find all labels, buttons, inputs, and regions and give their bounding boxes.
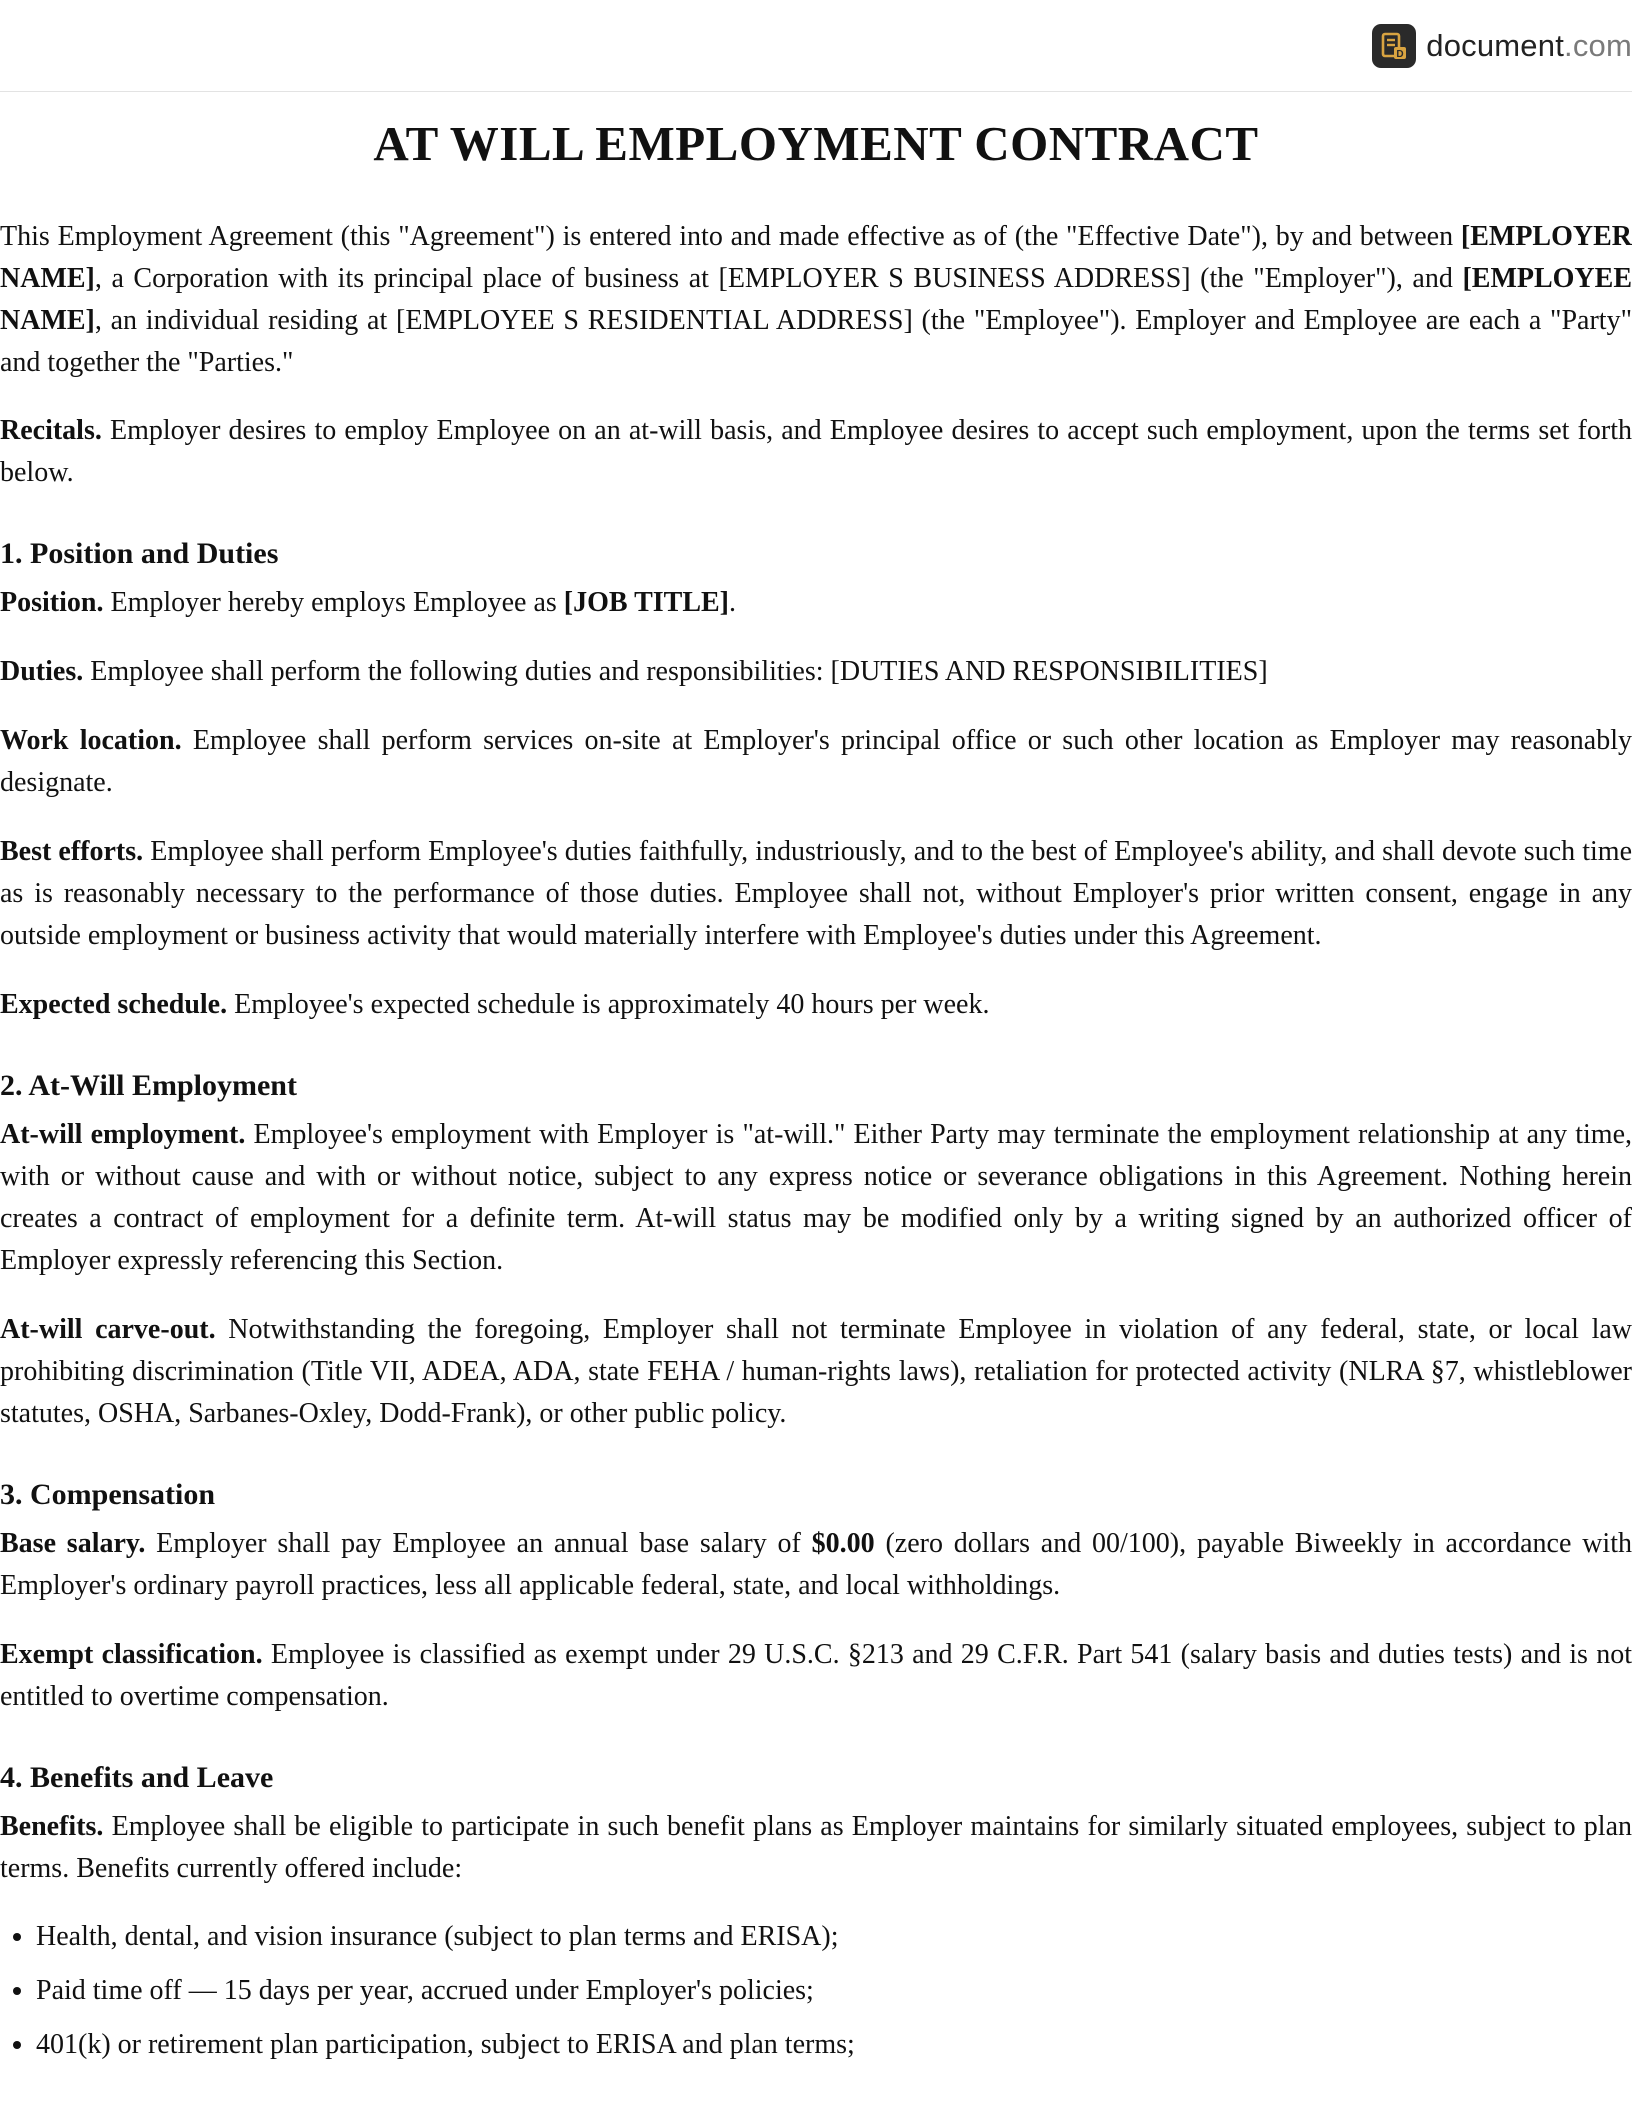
brand-logo[interactable] bbox=[1372, 24, 1632, 68]
section-4-heading: 4. Benefits and Leave bbox=[0, 1761, 274, 1794]
benefits-clause bbox=[0, 1806, 1632, 1890]
base-salary-text-2: (zero dollars and 00/100), payable Biweekly in accordance with Employer's ordinary payroll practices, less all applicable federal, state, and local withholdings. bbox=[0, 1528, 1632, 1601]
best-efforts-label: Best efforts. bbox=[0, 836, 144, 867]
work-location-clause bbox=[0, 720, 1632, 804]
duties-text: Employee shall perform the following duties and responsibilities: [DUTIES AND RESPONSIBILITIES] bbox=[83, 656, 1268, 687]
base-salary-label: Base salary. bbox=[0, 1528, 146, 1559]
carve-out-text: Notwithstanding the foregoing, Employer shall not terminate Employee in violation of any federal, state, or local law prohibiting discrimination (Title VII, ADEA, ADA, state FEHA / human-rights laws), retaliation for protected activity (NLRA §7, whistleblower statutes, OSHA, Sarbanes-Oxley, Dodd-Frank), or other public policy. bbox=[0, 1314, 1632, 1429]
position-text: Employer hereby employs Employee as bbox=[103, 587, 564, 618]
at-will-text: Employee's employment with Employer is "at-will." Either Party may terminate the employment relationship at any time, with or without cause and with or without notice, subject to any express notice or severance obligations in this Agreement. Nothing herein creates a contract of employment for a definite term. At-will status may be modified only by a writing signed by an authorized officer of Employer expressly referencing this Section. bbox=[0, 1119, 1632, 1276]
base-salary-clause bbox=[0, 1523, 1632, 1607]
job-title: [JOB TITLE] bbox=[563, 587, 729, 618]
work-location-label: Work location. bbox=[0, 725, 182, 756]
list-item: • 401(k) or retirement plan participation, subject to ERISA and plan terms; bbox=[36, 2024, 1632, 2066]
list-item: • Health, dental, and vision insurance (subject to plan terms and ERISA); bbox=[36, 1916, 1632, 1958]
intro-text-2: , a Corporation with its principal place of business at [EMPLOYER S BUSINESS ADDRESS] (the "Employer"), and bbox=[94, 263, 1463, 294]
salary-amount: $0.00 bbox=[811, 1528, 875, 1559]
section-2-heading: 2. At-Will Employment bbox=[0, 1069, 297, 1102]
base-salary-text: Employer shall pay Employee an annual base salary of bbox=[145, 1528, 812, 1559]
duties-label: Duties. bbox=[0, 656, 84, 687]
section-1-heading: 1. Position and Duties bbox=[0, 537, 279, 570]
expected-schedule-clause bbox=[0, 984, 1632, 1026]
intro-text-1: This Employment Agreement (this "Agreement") is entered into and made effective as of (the "Effective Date"), by and between bbox=[0, 221, 1461, 252]
document-body bbox=[0, 92, 1632, 2078]
carve-out-clause bbox=[0, 1309, 1632, 1435]
benefits-label: Benefits. bbox=[0, 1811, 104, 1842]
at-will-label: At-will employment. bbox=[0, 1119, 246, 1150]
best-efforts-clause bbox=[0, 831, 1632, 957]
employee-name: [EMPLOYEE NAME] bbox=[0, 263, 1632, 336]
document-logo-icon bbox=[1372, 24, 1416, 68]
header-bar bbox=[0, 0, 1632, 92]
position-label: Position. bbox=[0, 587, 104, 618]
intro-paragraph bbox=[0, 216, 1632, 384]
document-title: AT WILL EMPLOYMENT CONTRACT bbox=[373, 116, 1259, 171]
recitals-paragraph bbox=[0, 410, 1632, 494]
brand-name bbox=[1426, 28, 1632, 64]
expected-schedule-text: Employee's expected schedule is approximately 40 hours per week. bbox=[227, 989, 990, 1020]
section-3-heading: 3. Compensation bbox=[0, 1478, 216, 1511]
employer-name: [EMPLOYER NAME] bbox=[0, 221, 1632, 294]
intro-text-3: , an individual residing at [EMPLOYEE S RESIDENTIAL ADDRESS] (the "Employee"). Employer and Employee are each a "Party" and together the "Parties." bbox=[0, 305, 1632, 378]
recitals-text: Employer desires to employ Employee on an at-will basis, and Employee desires to accept such employment, upon the terms set forth below. bbox=[0, 415, 1632, 488]
at-will-clause bbox=[0, 1114, 1632, 1282]
exempt-text: Employee is classified as exempt under 29 U.S.C. §213 and 29 C.F.R. Part 541 (salary basis and duties tests) and is not entitled to overtime compensation. bbox=[0, 1639, 1632, 1712]
recitals-label: Recitals. bbox=[0, 415, 102, 446]
carve-out-label: At-will carve-out. bbox=[0, 1314, 216, 1345]
exempt-label: Exempt classification. bbox=[0, 1639, 263, 1670]
benefits-text: Employee shall be eligible to participate in such benefit plans as Employer maintains for similarly situated employees, subject to plan terms. Benefits currently offered include: bbox=[0, 1811, 1632, 1884]
svg-text:D: D bbox=[1396, 49, 1404, 60]
expected-schedule-label: Expected schedule. bbox=[0, 989, 228, 1020]
benefits-list bbox=[0, 1916, 1632, 2066]
best-efforts-text: Employee shall perform Employee's duties faithfully, industriously, and to the best of Employee's ability, and shall devote such time as is reasonably necessary to the performance of those duties. Employee shall not, without Employer's prior written consent, engage in any outside employment or business activity that would materially interfere with Employee's duties under this Agreement. bbox=[0, 836, 1632, 951]
work-location-text: Employee shall perform services on-site at Employer's principal office or such other location as Employer may reasonably designate. bbox=[0, 725, 1632, 798]
position-clause bbox=[0, 582, 1632, 624]
brand-name-tld: .com bbox=[1564, 28, 1632, 63]
position-end: . bbox=[729, 587, 736, 618]
exempt-clause bbox=[0, 1634, 1632, 1718]
duties-clause bbox=[0, 651, 1632, 693]
brand-name-main: document bbox=[1426, 28, 1565, 63]
list-item: • Paid time off — 15 days per year, accrued under Employer's policies; bbox=[36, 1970, 1632, 2012]
